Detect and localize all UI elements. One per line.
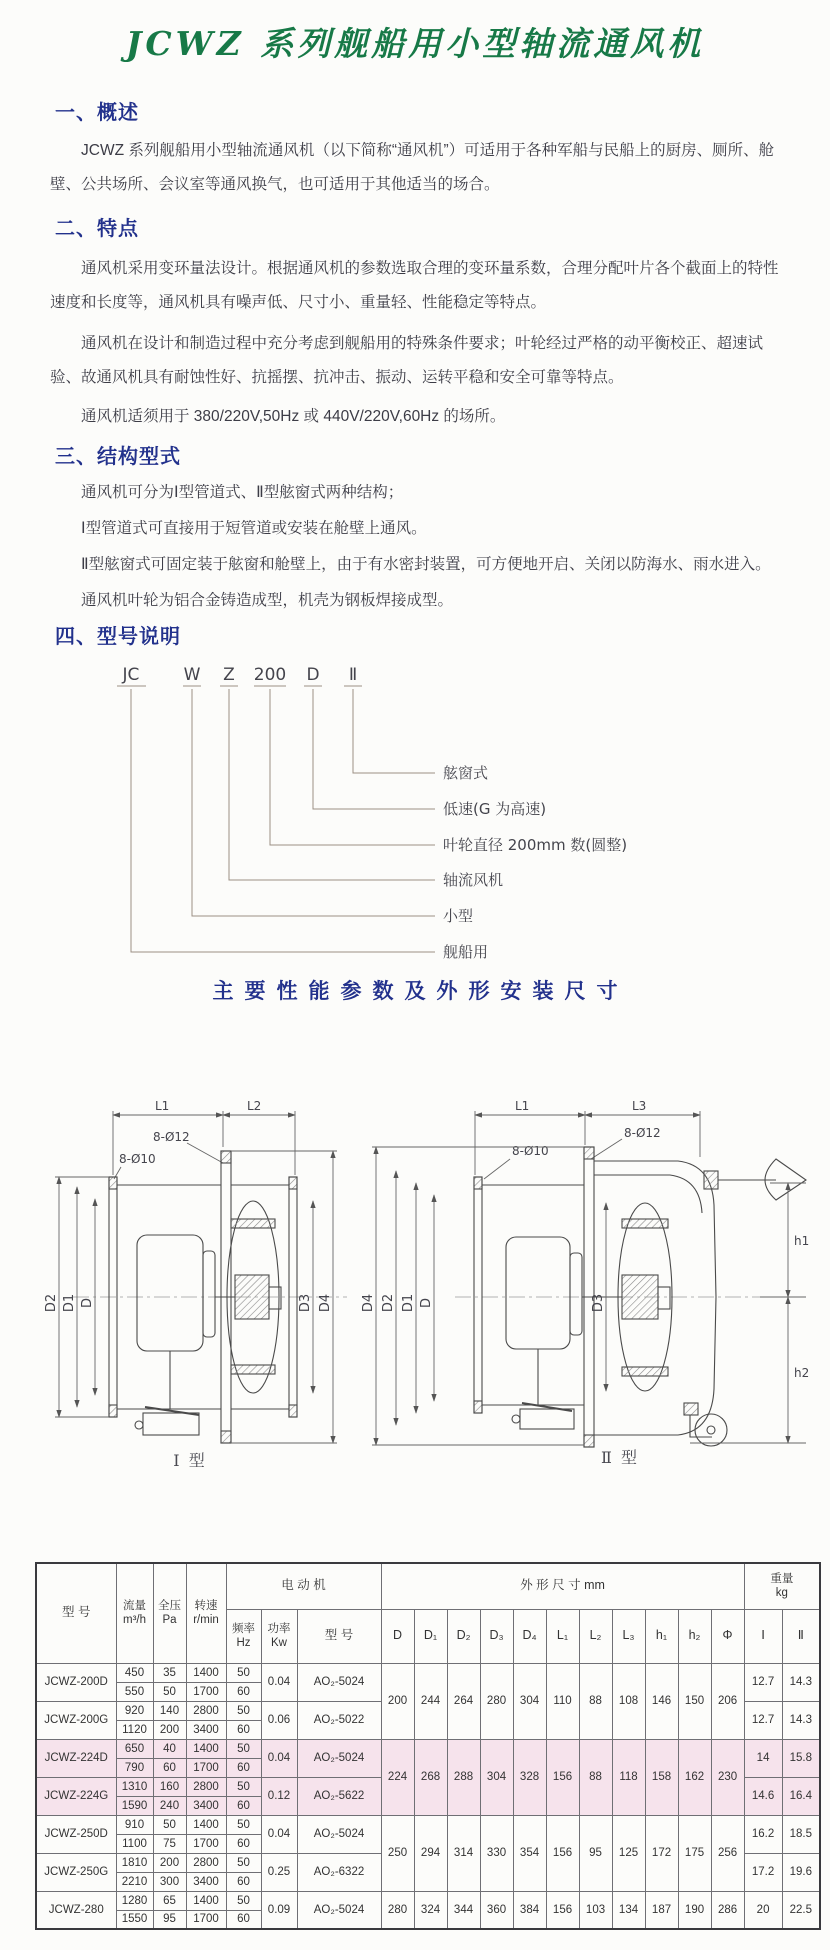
dim-D4: 384 [513,1891,546,1929]
speed-value: 1700 [186,1758,226,1777]
weight-I-value: 14.6 [744,1777,782,1815]
col-header-dim-L3: L₃ [612,1609,645,1663]
model-name: JCWZ-250G [36,1853,116,1891]
weight-II-value: 19.6 [782,1853,820,1891]
dim-D4: 328 [513,1739,546,1815]
col-header-dim-h2: h₂ [678,1609,711,1663]
model-code-label-marine: 舰船用 [443,943,489,961]
model-code-jc: JC [122,665,140,685]
dim-L1: 156 [546,1739,579,1815]
paragraph-features-1: 通风机采用变环量法设计。根据通风机的参数选取合理的变环量系数，合理分配叶片各个截面上的特性速度和长度等，通风机具有噪声低、尺寸小、重量轻、性能稳定等特点。 [50,260,779,311]
col-header-weight-II: Ⅱ [782,1609,820,1663]
dim-h2: 150 [678,1663,711,1739]
power-value: 0.04 [261,1663,297,1701]
dim-L1: 156 [546,1815,579,1891]
weight-II-value: 16.4 [782,1777,820,1815]
col-header-pressure-unit: Pa [162,1614,177,1627]
dim-D2: 344 [447,1891,480,1929]
pressure-value: 140 [153,1701,186,1720]
pressure-value: 50 [153,1682,186,1701]
frequency-value: 60 [226,1796,261,1815]
dim-phi: 256 [711,1815,744,1891]
type1-holes-12: 8-Ø12 [153,1130,190,1144]
dim-h1: 158 [645,1739,678,1815]
dim-D3: 360 [480,1891,513,1929]
type2-dim-D2: D2 [381,1293,396,1313]
col-header-weight-I: Ⅰ [744,1609,782,1663]
col-header-flow-name: 流量 [123,1599,146,1612]
dim-h2: 162 [678,1739,711,1815]
type1-dim-D3: D3 [298,1293,313,1313]
model-name: JCWZ-280 [36,1891,116,1929]
dim-phi: 286 [711,1891,744,1929]
pressure-value: 240 [153,1796,186,1815]
model-code-ii: Ⅱ [348,665,358,685]
dim-h1: 187 [645,1891,678,1929]
dim-D4: 304 [513,1663,546,1739]
col-header-power-name: 功率 [267,1622,291,1635]
dim-D3: 330 [480,1815,513,1891]
speed-value: 3400 [186,1720,226,1739]
speed-value: 1700 [186,1834,226,1853]
section-heading-features: 二、特点 [55,218,139,240]
model-code-label-speed: 低速(G 为高速) [443,800,547,818]
model-name: JCWZ-200D [36,1663,116,1701]
group-header-motor: 电 动 机 [226,1563,381,1609]
type2-dim-h1: h1 [794,1234,810,1248]
pressure-value: 160 [153,1777,186,1796]
section-heading-model-code: 四、型号说明 [55,626,181,648]
col-header-dim-h1: h₁ [645,1609,678,1663]
col-header-flow [116,1563,153,1663]
dim-D3: 304 [480,1739,513,1815]
model-code-label-axial: 轴流风机 [443,871,504,889]
weight-II-value: 14.3 [782,1663,820,1701]
frequency-value: 60 [226,1720,261,1739]
pressure-value: 200 [153,1853,186,1872]
speed-value: 1400 [186,1891,226,1910]
speed-value: 1400 [186,1815,226,1834]
dim-D3: 280 [480,1663,513,1739]
speed-value: 2800 [186,1701,226,1720]
frequency-value: 60 [226,1682,261,1701]
type2-dim-D3: D3 [591,1293,606,1313]
flow-value: 1590 [116,1796,153,1815]
power-value: 0.04 [261,1815,297,1853]
spec-table [35,1562,821,1930]
weight-II-value: 22.5 [782,1891,820,1929]
flow-value: 1280 [116,1891,153,1910]
motor-model-value: AO₂-5622 [297,1777,381,1815]
model-code-diagram [0,655,830,970]
dim-D4: 354 [513,1815,546,1891]
pressure-value: 40 [153,1739,186,1758]
col-header-power [261,1609,297,1663]
type2-dim-h2: h2 [794,1366,810,1380]
frequency-value: 50 [226,1777,261,1796]
weight-I-value: 14 [744,1739,782,1777]
type2-dim-L3: L3 [632,1099,647,1113]
type2-dim-L1: L1 [515,1099,530,1113]
frequency-value: 50 [226,1815,261,1834]
dim-h2: 175 [678,1815,711,1891]
dim-L2: 88 [579,1663,612,1739]
model-name: JCWZ-224G [36,1777,116,1815]
weight-II-value: 14.3 [782,1701,820,1739]
col-header-pressure-name: 全压 [158,1599,181,1612]
flow-value: 1100 [116,1834,153,1853]
type2-caption: Ⅱ 型 [601,1448,639,1467]
table-row [36,1739,820,1758]
frequency-value: 60 [226,1758,261,1777]
model-code-d: D [306,665,320,685]
motor-model-value: AO₂-5024 [297,1663,381,1701]
weight-I-value: 17.2 [744,1853,782,1891]
flow-value: 790 [116,1758,153,1777]
dim-h2: 190 [678,1891,711,1929]
col-header-dim-D4: D₄ [513,1609,546,1663]
speed-value: 1700 [186,1682,226,1701]
flow-value: 1310 [116,1777,153,1796]
type2-dim-D4: D4 [361,1293,376,1313]
frequency-value: 60 [226,1910,261,1929]
col-header-pressure [153,1563,186,1663]
dim-L1: 110 [546,1663,579,1739]
type1-holes-10: 8-Ø10 [119,1152,156,1166]
col-header-frequency-name: 频率 [232,1622,255,1635]
type1-dim-L2: L2 [247,1099,262,1113]
dim-phi: 230 [711,1739,744,1815]
frequency-value: 50 [226,1739,261,1758]
weight-II-value: 15.8 [782,1739,820,1777]
speed-value: 1700 [186,1910,226,1929]
dim-D: 224 [381,1739,414,1815]
weight-II-value: 18.5 [782,1815,820,1853]
power-value: 0.09 [261,1891,297,1929]
col-header-speed-unit: r/min [193,1614,219,1627]
col-header-motor-model: 型 号 [297,1609,381,1663]
motor-model-value: AO₂-5022 [297,1701,381,1739]
pressure-value: 60 [153,1758,186,1777]
dim-D: 280 [381,1891,414,1929]
dim-L3: 134 [612,1891,645,1929]
col-header-dim-L1: L₁ [546,1609,579,1663]
type1-dim-D4: D4 [318,1293,333,1313]
power-value: 0.25 [261,1853,297,1891]
model-code-z: Z [223,665,235,685]
col-header-dim-L2: L₂ [579,1609,612,1663]
flow-value: 450 [116,1663,153,1682]
col-header-dim-D2: D₂ [447,1609,480,1663]
col-header-frequency [226,1609,261,1663]
table-row [36,1663,820,1682]
speed-value: 3400 [186,1796,226,1815]
section-heading-overview: 一、概述 [55,102,139,124]
motor-model-value: AO₂-6322 [297,1853,381,1891]
type1-dim-D1: D1 [62,1293,77,1313]
col-header-frequency-unit: Hz [236,1637,251,1649]
table-row [36,1815,820,1834]
dim-D1: 324 [414,1891,447,1929]
power-value: 0.06 [261,1701,297,1739]
col-header-dim-D: D [381,1609,414,1663]
type1-caption: Ⅰ 型 [173,1451,207,1470]
type2-dim-D: D [419,1297,434,1309]
pressure-value: 95 [153,1910,186,1929]
dim-L3: 125 [612,1815,645,1891]
dim-L2: 103 [579,1891,612,1929]
pressure-value: 35 [153,1663,186,1682]
frequency-value: 60 [226,1834,261,1853]
flow-value: 1120 [116,1720,153,1739]
group-header-weight-unit: kg [775,1587,788,1600]
speed-value: 3400 [186,1872,226,1891]
paragraph-structure-2: Ⅰ型管道式可直接用于短管道或安装在舱壁上通风。 [81,520,427,537]
section-heading-structure: 三、结构型式 [55,446,181,468]
model-code-w: W [183,665,201,685]
paragraph-structure-1: 通风机可分为Ⅰ型管道式、Ⅱ型舷窗式两种结构； [81,484,404,501]
pressure-value: 200 [153,1720,186,1739]
pressure-value: 50 [153,1815,186,1834]
page-title: JCWZ 系列舰船用小型轴流通风机 [125,24,705,63]
model-name: JCWZ-200G [36,1701,116,1739]
type2-holes-12: 8-Ø12 [624,1126,661,1140]
frequency-value: 50 [226,1701,261,1720]
group-header-dimensions: 外 形 尺 寸 mm [381,1563,744,1609]
type1-dim-D2: D2 [44,1293,59,1313]
flow-value: 1550 [116,1910,153,1929]
speed-value: 2800 [186,1853,226,1872]
weight-I-value: 16.2 [744,1815,782,1853]
weight-I-value: 20 [744,1891,782,1929]
power-value: 0.04 [261,1739,297,1777]
dim-D2: 288 [447,1739,480,1815]
group-header-weight [744,1563,820,1609]
model-code-label-window-type: 舷窗式 [443,764,489,782]
col-header-power-unit: Kw [271,1637,287,1649]
dim-D2: 264 [447,1663,480,1739]
paragraph-features-2: 通风机在设计和制造过程中充分考虑到舰船用的特殊条件要求；叶轮经过严格的动平衡校正、超速试验、故通风机具有耐蚀性好、抗摇摆、抗冲击、振动、运转平稳和安全可靠等特点。 [50,335,764,386]
model-name: JCWZ-224D [36,1739,116,1777]
paragraph-features-3: 通风机适须用于 380/220V,50Hz 或 440V/220V,60Hz 的场所。 [81,408,506,425]
dim-D1: 244 [414,1663,447,1739]
col-header-model: 型 号 [36,1563,116,1663]
paragraph-structure-3: Ⅱ型舷窗式可固定装于舷窗和舱壁上，由于有水密封装置，可方便地开启、关闭以防海水、雨水进入。 [81,556,771,573]
col-header-speed-name: 转速 [194,1599,218,1612]
dim-phi: 206 [711,1663,744,1739]
paragraph-structure-4: 通风机叶轮为铝合金铸造成型，机壳为钢板焊接成型。 [81,592,454,609]
dim-D: 250 [381,1815,414,1891]
col-header-dim-D1: D₁ [414,1609,447,1663]
flow-value: 2210 [116,1872,153,1891]
motor-model-value: AO₂-5024 [297,1739,381,1777]
col-header-dim-D3: D₃ [480,1609,513,1663]
dim-h1: 146 [645,1663,678,1739]
flow-value: 650 [116,1739,153,1758]
frequency-value: 50 [226,1891,261,1910]
model-code-label-small: 小型 [443,907,474,925]
dim-D1: 294 [414,1815,447,1891]
model-code-200: 200 [253,665,287,685]
power-value: 0.12 [261,1777,297,1815]
dim-L3: 108 [612,1663,645,1739]
frequency-value: 60 [226,1872,261,1891]
flow-value: 920 [116,1701,153,1720]
motor-model-value: AO₂-5024 [297,1815,381,1853]
dim-L2: 88 [579,1739,612,1815]
pressure-value: 75 [153,1834,186,1853]
col-header-flow-unit: m³/h [123,1614,146,1627]
paragraph-overview: JCWZ 系列舰船用小型轴流通风机（以下简称“通风机”）可适用于各种军船与民船上的厨房、厕所、舱壁、公共场所、会议室等通风换气，也可适用于其他适当的场合。 [50,142,775,193]
dim-D: 200 [381,1663,414,1739]
frequency-value: 50 [226,1853,261,1872]
motor-model-value: AO₂-5024 [297,1891,381,1929]
dim-D2: 314 [447,1815,480,1891]
dim-L2: 95 [579,1815,612,1891]
type2-dim-D1: D1 [401,1293,416,1313]
weight-I-value: 12.7 [744,1663,782,1701]
col-header-speed [186,1563,226,1663]
performance-heading: 主要性能参数及外形安装尺寸 [212,980,629,1003]
dim-L3: 118 [612,1739,645,1815]
type1-dim-D: D [80,1297,95,1309]
pressure-value: 65 [153,1891,186,1910]
flow-value: 550 [116,1682,153,1701]
speed-value: 1400 [186,1663,226,1682]
type2-holes-10: 8-Ø10 [512,1144,549,1158]
group-header-weight-name: 重量 [770,1572,794,1585]
weight-I-value: 12.7 [744,1701,782,1739]
dim-L1: 156 [546,1891,579,1929]
dim-h1: 172 [645,1815,678,1891]
flow-value: 910 [116,1815,153,1834]
dim-D1: 268 [414,1739,447,1815]
type1-drawing [25,1095,360,1455]
type1-dim-L1: L1 [155,1099,170,1113]
type2-drawing [360,1095,825,1455]
model-code-label-diameter: 叶轮直径 200mm 数(圆整) [443,836,628,854]
model-name: JCWZ-250D [36,1815,116,1853]
pressure-value: 300 [153,1872,186,1891]
frequency-value: 50 [226,1663,261,1682]
speed-value: 1400 [186,1739,226,1758]
table-row [36,1891,820,1910]
flow-value: 1810 [116,1853,153,1872]
col-header-dim-phi: Φ [711,1609,744,1663]
speed-value: 2800 [186,1777,226,1796]
